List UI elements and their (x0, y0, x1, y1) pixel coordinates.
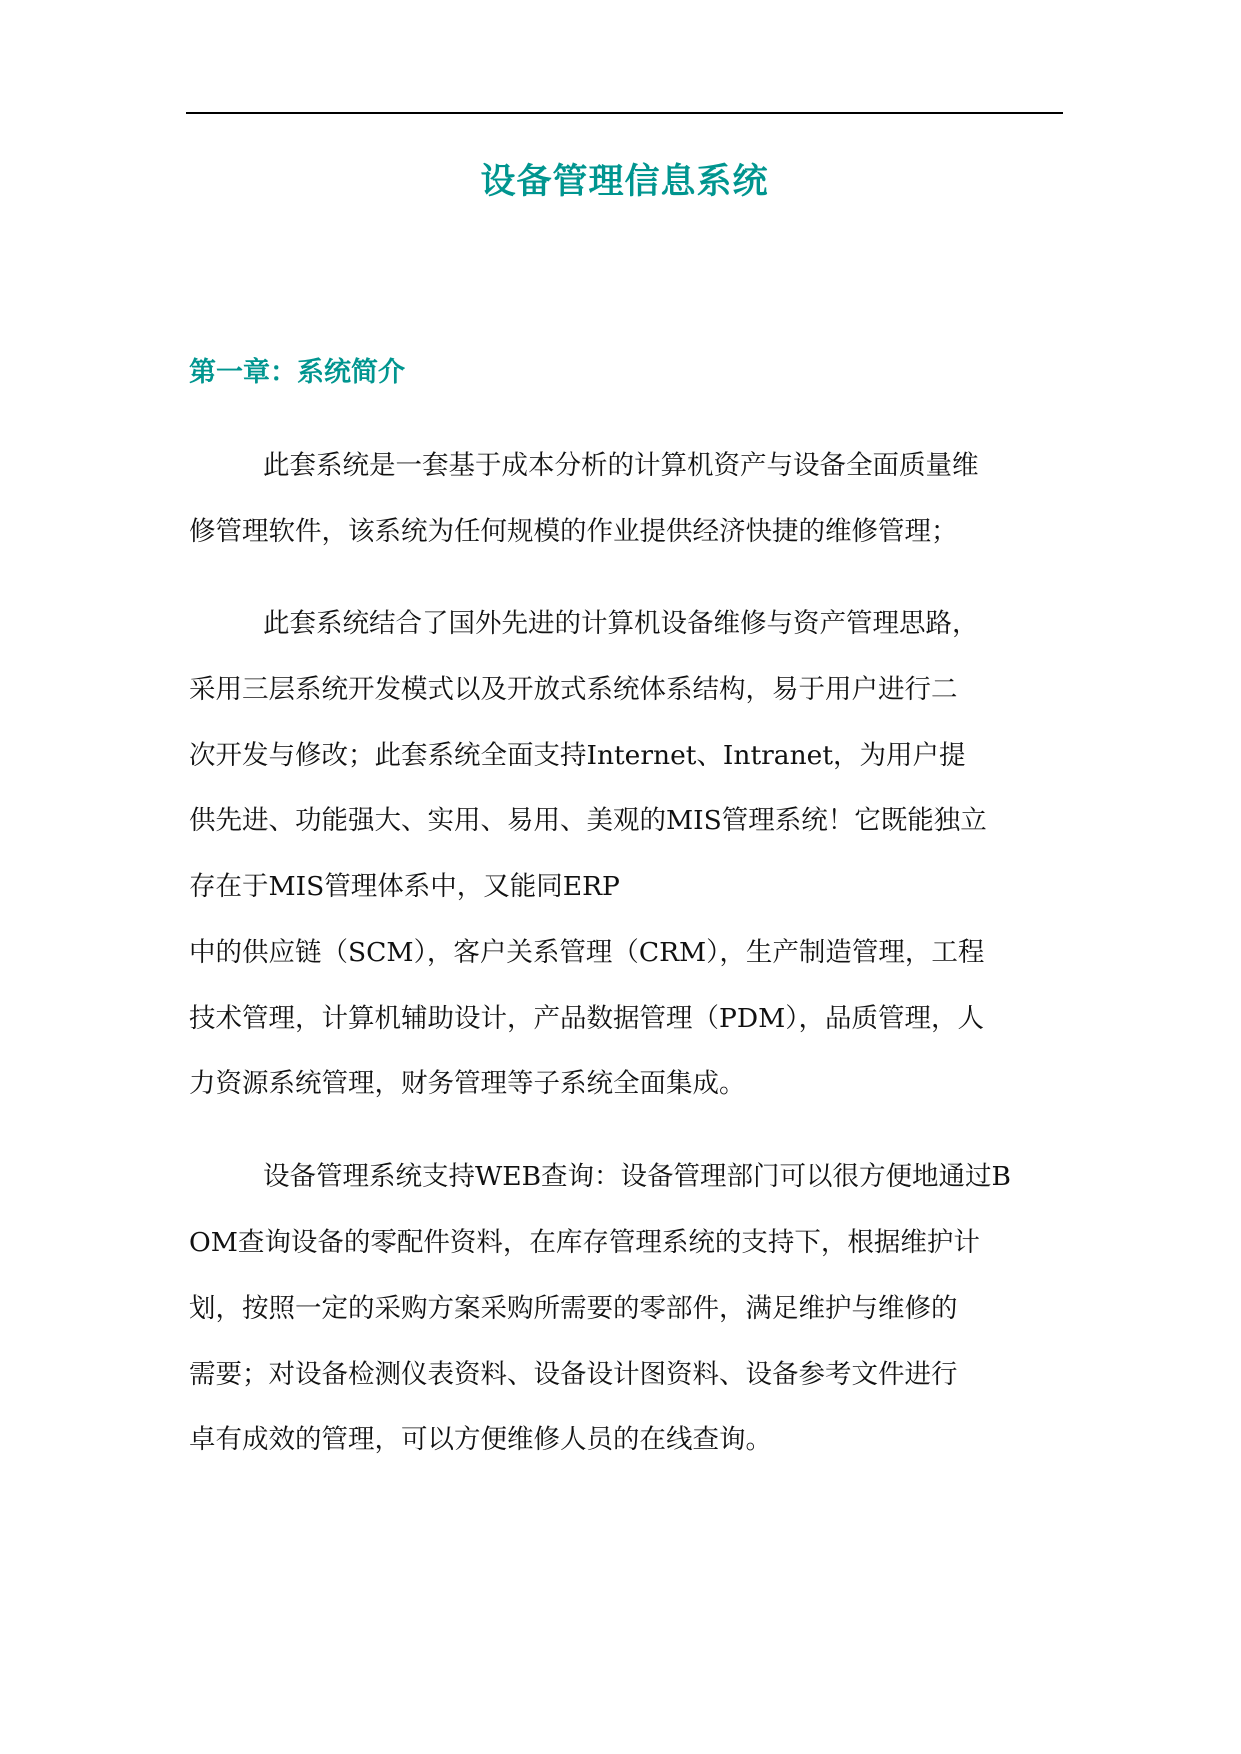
header-rule (186, 112, 1063, 114)
text-line: 存在于MIS管理体系中，又能同ERP (189, 871, 620, 902)
text-line: 次开发与修改；此套系统全面支持Internet、Intranet，为用户提 (189, 740, 966, 771)
text-line: 卓有成效的管理，可以方便维修人员的在线查询。 (189, 1424, 772, 1455)
text-line: 此套系统是一套基于成本分析的计算机资产与设备全面质量维 (263, 450, 979, 481)
document-title: 设备管理信息系统 (480, 162, 769, 202)
text-line: 需要；对设备检测仪表资料、设备设计图资料、设备参考文件进行 (189, 1359, 958, 1390)
chapter-heading: 第一章：系统简介 (189, 357, 405, 388)
text-line: 划，按照一定的采购方案采购所需要的零部件，满足维护与维修的 (189, 1293, 958, 1324)
text-line: 修管理软件，该系统为任何规模的作业提供经济快捷的维修管理； (189, 516, 958, 547)
text-line: OM查询设备的零配件资料，在库存管理系统的支持下，根据维护计 (189, 1227, 980, 1258)
text-line: 采用三层系统开发模式以及开放式系统体系结构，易于用户进行二 (189, 674, 958, 705)
text-line: 力资源系统管理，财务管理等子系统全面集成。 (189, 1068, 746, 1099)
text-line: 技术管理，计算机辅助设计，产品数据管理（PDM），品质管理，人 (189, 1003, 984, 1034)
text-line: 供先进、功能强大、实用、易用、美观的MIS管理系统！它既能独立 (189, 805, 987, 836)
text-line: 设备管理系统支持WEB查询：设备管理部门可以很方便地通过B (263, 1161, 1012, 1192)
text-line: 此套系统结合了国外先进的计算机设备维修与资产管理思路， (263, 608, 979, 639)
text-line: 中的供应链（SCM），客户关系管理（CRM），生产制造管理，工程 (189, 937, 985, 968)
